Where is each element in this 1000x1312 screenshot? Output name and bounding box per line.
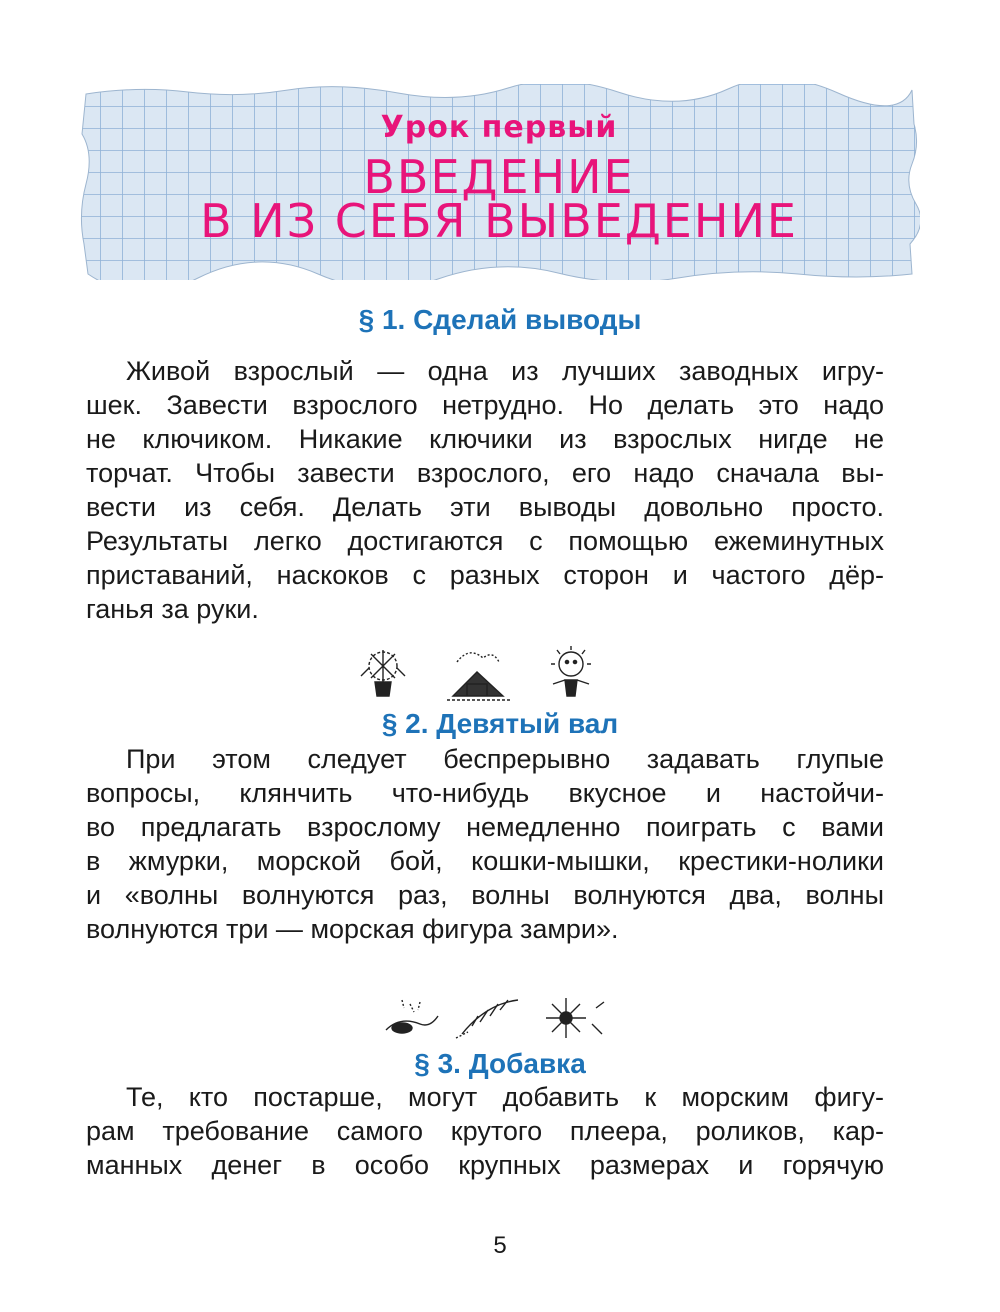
text-line: в жмурки, морской бой, кошки-мышки, крестики-нолики: [86, 846, 884, 876]
text-line: Результаты легко достигаются с помощью ежеминутных: [86, 526, 884, 556]
section-paragraph-2: [86, 742, 884, 946]
text-line: не ключиком. Никакие ключики из взрослых нигде не: [86, 424, 884, 454]
text-line: Живой взрослый — одна из лучших заводных игру-: [126, 356, 884, 386]
lesson-banner: [78, 84, 920, 280]
section-paragraph-3: [86, 1080, 884, 1182]
text-line: рам требование самого крутого плеера, роликов, кар-: [86, 1116, 884, 1146]
sketch-row-2: [380, 994, 610, 1044]
sketch-house-icon: [447, 653, 511, 700]
page-number: 5: [493, 1232, 507, 1259]
section-heading-2: § 2. Девятый вал: [381, 708, 619, 739]
text-line: вести из себя. Делать эти выводы довольно просто.: [86, 492, 884, 522]
sketch-fish-icon: [386, 1000, 438, 1033]
text-line: торчат. Чтобы завести взрослого, его надо сначала вы-: [86, 458, 884, 488]
lesson-label: Урок первый: [380, 110, 618, 145]
text-line: вопросы, клянчить что-нибудь вкусное и настойчи-: [86, 778, 884, 808]
sketch-row-1: [355, 646, 605, 702]
sketch-sun-icon: [551, 646, 591, 696]
text-line: манных денег в особо крупных размерах и горячую: [86, 1150, 884, 1180]
text-line: ганья за руки.: [86, 594, 259, 624]
section-paragraph-1: [86, 354, 884, 626]
text-line: волнуются три — морская фигура замри».: [86, 914, 619, 944]
sketch-leaf-icon: [456, 1000, 518, 1038]
text-line: При этом следует беспрерывно задавать глупые: [126, 744, 884, 774]
section-heading-1: § 1. Сделай выводы: [358, 304, 642, 335]
sketch-star-icon: [546, 998, 604, 1038]
text-line: приставаний, наскоков с разных сторон и частого дёр-: [86, 560, 884, 590]
text-line: шек. Завести взрослого нетрудно. Но делать это надо: [86, 390, 884, 420]
page-title-line1: ВВЕДЕНИЕ: [363, 150, 635, 204]
section-heading-3: § 3. Добавка: [414, 1048, 586, 1079]
text-line: Те, кто постарше, могут добавить к морским фигу-: [126, 1082, 884, 1112]
page-title-line2: В ИЗ СЕБЯ ВЫВЕДЕНИЕ: [200, 194, 798, 248]
sketch-girl-icon: [361, 650, 405, 696]
text-line: во предлагать взрослому немедленно поиграть с вами: [86, 812, 884, 842]
text-line: и «волны волнуются раз, волны волнуются два, волны: [86, 880, 884, 910]
